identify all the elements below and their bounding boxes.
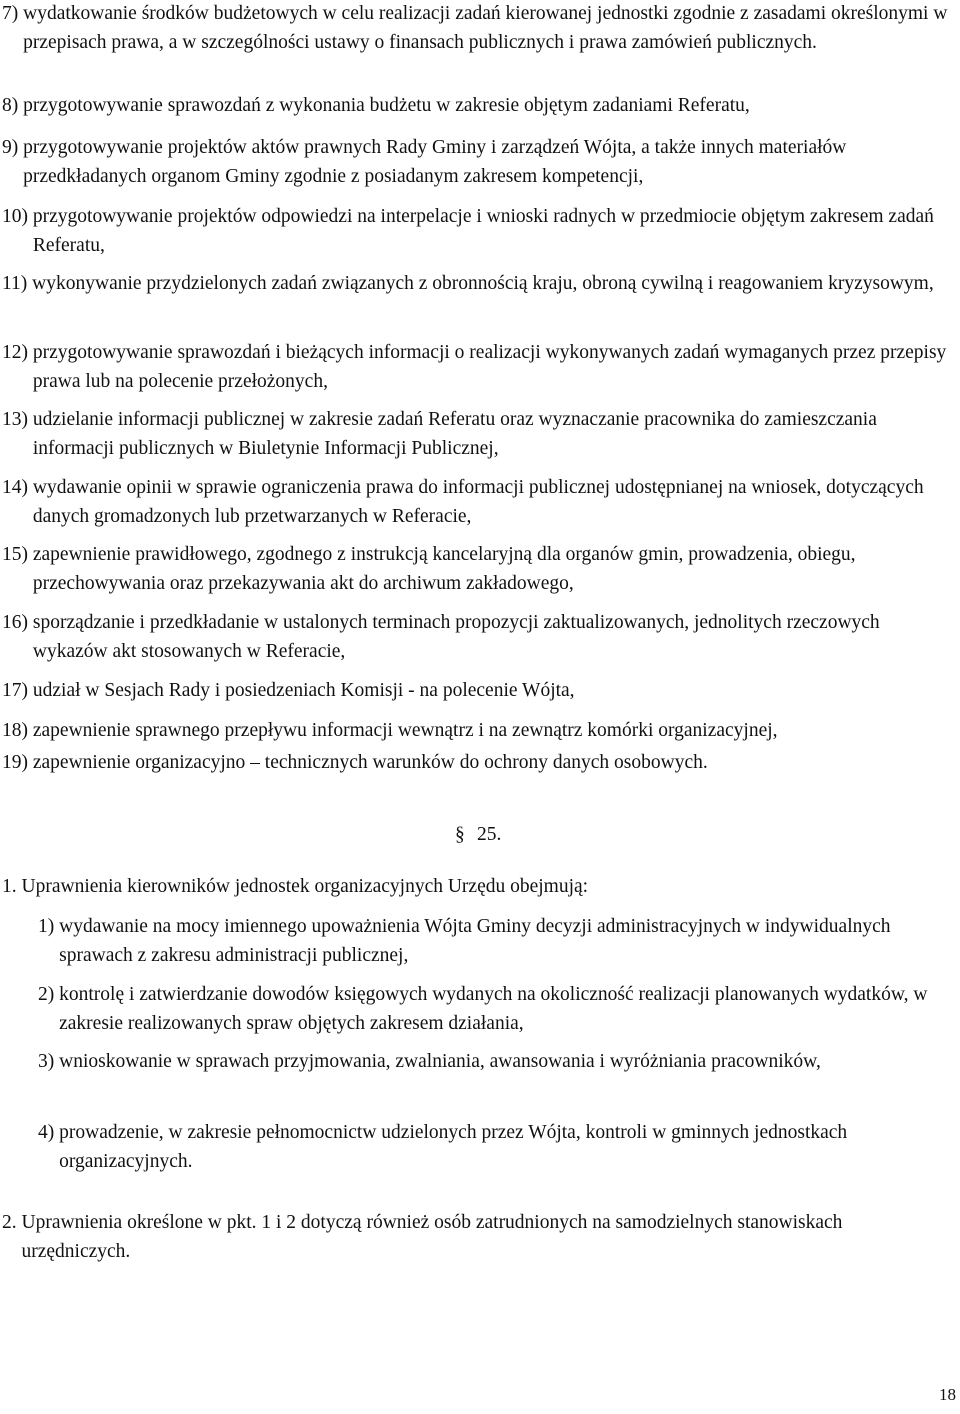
item-number: 16)	[2, 612, 33, 633]
sub-item-2	[38, 981, 952, 1038]
item-text: wydatkowanie środków budżetowych w celu realizacji zadań kierowanej jednostki zgodnie z zasadami określonymi w przepisach prawa, a w szczególności ustawy o finansach publicznych i prawa zamówień publicznych.	[23, 3, 948, 53]
item-number: 17)	[2, 680, 33, 701]
item-number: 15)	[2, 544, 33, 565]
item-number: 7)	[2, 3, 24, 24]
item-number: 14)	[2, 477, 33, 498]
sub-item-1	[38, 913, 952, 970]
list-item-9	[2, 134, 952, 191]
paragraph-number: 2.	[2, 1212, 22, 1233]
item-number: 8)	[2, 95, 24, 116]
list-item-13	[2, 406, 952, 463]
sub-item-text: kontrolę i zatwierdzanie dowodów księgowych wydanych na okoliczność realizacji planowanych wydatków, w zakresie realizowanych spraw objętych zakresem działania,	[59, 984, 928, 1034]
item-text: zapewnienie prawidłowego, zgodnego z instrukcją kancelaryjną dla organów gmin, prowadzenia, obiegu, przechowywania oraz przekazywania akt do archiwum zakładowego,	[32, 544, 856, 594]
list-item-16	[2, 609, 952, 666]
sub-item-4	[38, 1119, 952, 1176]
item-text: przygotowywanie projektów odpowiedzi na interpelacje i wnioski radnych w przedmiocie objętym zakresem zadań Referatu,	[32, 206, 934, 256]
item-number: 10)	[2, 206, 33, 227]
paragraph-number: 1.	[2, 876, 22, 897]
item-number: 18)	[2, 720, 33, 741]
list-item-12	[2, 339, 952, 396]
sub-item-text: wnioskowanie w sprawach przyjmowania, zwalniania, awansowania i wyróżniania pracowników,	[59, 1051, 821, 1072]
paragraph-text: Uprawnienia kierowników jednostek organizacyjnych Urzędu obejmują:	[21, 876, 589, 897]
list-item-17	[2, 677, 952, 706]
item-number: 11)	[2, 273, 33, 294]
sub-item-number: 2)	[38, 984, 60, 1005]
item-text: udzielanie informacji publicznej w zakresie zadań Referatu oraz wyznaczanie pracownika do zamieszczania informacji publicznych w Biuletynie Informacji Publicznej,	[32, 409, 877, 459]
sub-item-3	[38, 1048, 952, 1077]
item-number: 12)	[2, 342, 33, 363]
list-item-18	[2, 717, 952, 746]
item-text: wydawanie opinii w sprawie ograniczenia prawa do informacji publicznej udostępnianej na wniosek, dotyczących danych gromadzonych lub przetwarzanych w Referacie,	[32, 477, 924, 527]
item-text: przygotowywanie sprawozdań i bieżących informacji o realizacji wykonywanych zadań wymaganych przez przepisy prawa lub na polecenie przełożonych,	[32, 342, 947, 392]
sub-item-number: 3)	[38, 1051, 60, 1072]
list-item-7	[2, 0, 952, 57]
item-number: 19)	[2, 752, 33, 773]
list-item-15	[2, 541, 952, 598]
item-text: zapewnienie organizacyjno – technicznych warunków do ochrony danych osobowych.	[32, 752, 708, 773]
section-symbol: §	[455, 824, 465, 845]
paragraph-1	[2, 873, 952, 902]
item-text: przygotowywanie projektów aktów prawnych Rady Gminy i zarządzeń Wójta, a także innych materiałów przedkładanych organom Gminy zgodnie z posiadanym zakresem kompetencji,	[23, 137, 847, 187]
list-item-14	[2, 474, 952, 531]
item-text: zapewnienie sprawnego przepływu informacji wewnątrz i na zewnątrz komórki organizacyjnej,	[32, 720, 778, 741]
list-item-10	[2, 203, 952, 260]
item-text: sporządzanie i przedkładanie w ustalonych terminach propozycji zaktualizowanych, jednolitych rzeczowych wykazów akt stosowanych w Referacie,	[32, 612, 880, 662]
item-text: udział w Sesjach Rady i posiedzeniach Komisji - na polecenie Wójta,	[32, 680, 575, 701]
sub-item-number: 1)	[38, 916, 60, 937]
sub-item-number: 4)	[38, 1122, 60, 1143]
item-number: 13)	[2, 409, 33, 430]
sub-item-text: wydawanie na mocy imiennego upoważnienia Wójta Gminy decyzji administracyjnych w indywidualnych sprawach z zakresu administracji publicznej,	[59, 916, 891, 966]
paragraph-text: Uprawnienia określone w pkt. 1 i 2 dotyczą również osób zatrudnionych na samodzielnych stanowiskach urzędniczych.	[21, 1212, 843, 1262]
sub-item-text: prowadzenie, w zakresie pełnomocnictw udzielonych przez Wójta, kontroli w gminnych jednostkach organizacyjnych.	[59, 1122, 848, 1172]
page-number: 18	[939, 1384, 956, 1404]
item-text: przygotowywanie sprawozdań z wykonania budżetu w zakresie objętym zadaniami Referatu,	[23, 95, 750, 116]
paragraph-2	[2, 1209, 952, 1266]
item-text: wykonywanie przydzielonych zadań związanych z obronnością kraju, obroną cywilną i reagowaniem kryzysowym,	[32, 273, 934, 294]
item-number: 9)	[2, 137, 24, 158]
list-item-11	[2, 270, 952, 299]
section-number: 25.	[477, 824, 502, 845]
list-item-8	[2, 92, 952, 121]
list-item-19	[2, 749, 952, 778]
